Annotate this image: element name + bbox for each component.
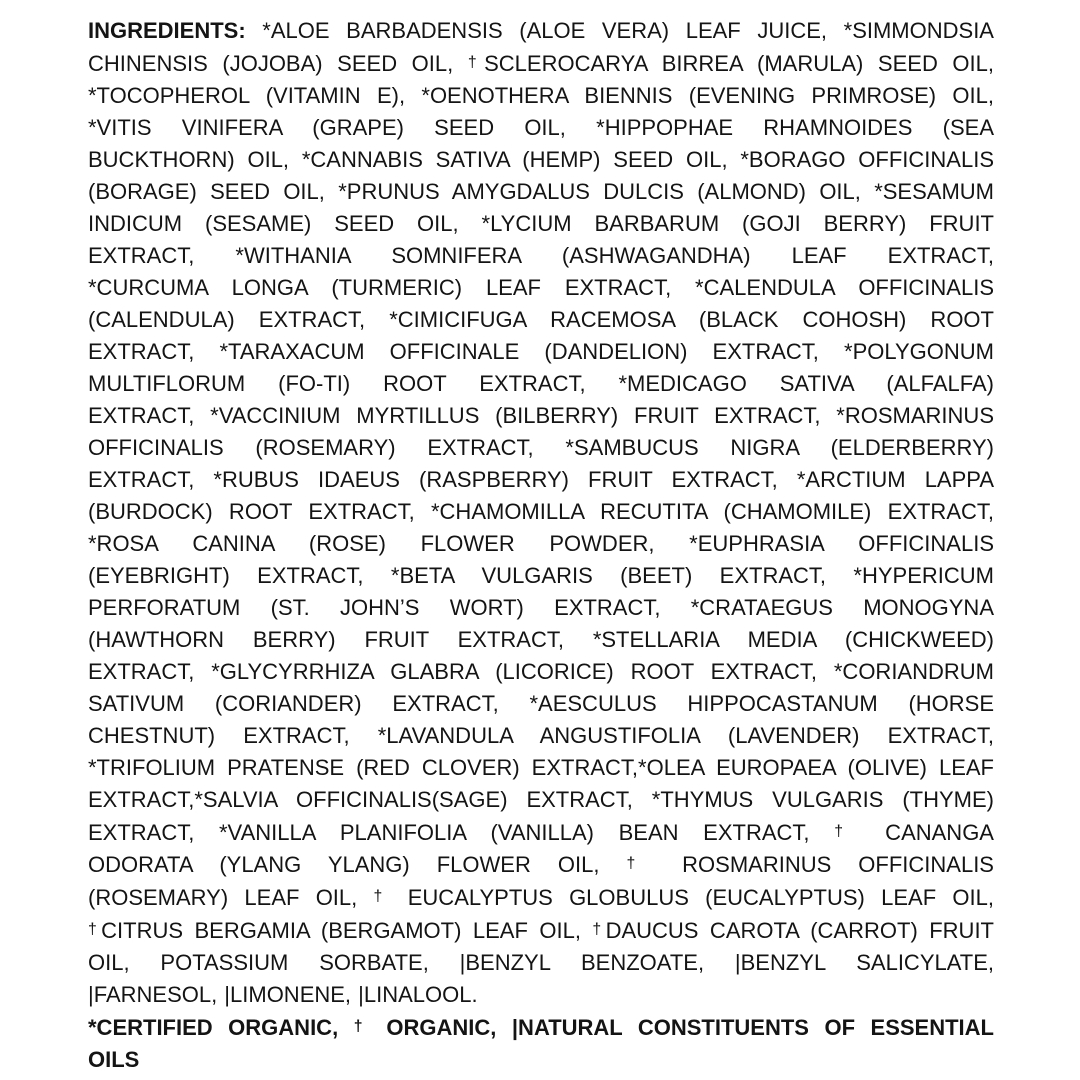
ingredients-line (88, 881, 994, 914)
ingredients-line (88, 496, 994, 528)
ingredients-line (88, 947, 994, 979)
line-text: EXTRACT, *WITHANIA SOMNIFERA (ASHWAGANDHA) LEAF EXTRACT, (88, 242, 994, 268)
line-text: INDICUM (SESAME) SEED OIL, *LYCIUM BARBARUM (GOJI BERRY) FRUIT (88, 210, 994, 236)
line-text: EXTRACT, *VACCINIUM MYRTILLUS (BILBERRY) FRUIT EXTRACT, *ROSMARINUS (88, 402, 994, 428)
ingredients-line (88, 979, 994, 1011)
dagger-organic-marker: † (88, 921, 102, 939)
dagger-organic-marker: † (373, 888, 392, 906)
line-text: EXTRACT, *TARAXACUM OFFICINALE (DANDELION) EXTRACT, *POLYGONUM (88, 338, 994, 364)
line-text: (ROSEMARY) LEAF OIL, † EUCALYPTUS GLOBULUS (EUCALYPTUS) LEAF OIL, (88, 885, 994, 911)
line-text: *TRIFOLIUM PRATENSE (RED CLOVER) EXTRACT,*OLEA EUROPAEA (OLIVE) LEAF (88, 754, 994, 780)
line-text: EXTRACT, *VANILLA PLANIFOLIA (VANILLA) BEAN EXTRACT, † CANANGA (88, 819, 994, 845)
ingredients-line (88, 80, 994, 112)
line-text: (EYEBRIGHT) EXTRACT, *BETA VULGARIS (BEET) EXTRACT, *HYPERICUM (88, 562, 994, 588)
line-text: EXTRACT, *GLYCYRRHIZA GLABRA (LICORICE) ROOT EXTRACT, *CORIANDRUM (88, 658, 994, 684)
line-text: *CERTIFIED ORGANIC, † ORGANIC, |NATURAL CONSTITUENTS OF ESSENTIAL (88, 1014, 994, 1040)
ingredients-line (88, 47, 994, 80)
dagger-organic-marker: † (834, 822, 861, 840)
line-text: *ROSA CANINA (ROSE) FLOWER POWDER, *EUPHRASIA OFFICINALIS (88, 530, 994, 556)
line-text: CHINENSIS (JOJOBA) SEED OIL, †SCLEROCARYA BIRREA (MARULA) SEED OIL, (88, 50, 994, 76)
ingredients-line (88, 688, 994, 720)
line-text: *CURCUMA LONGA (TURMERIC) LEAF EXTRACT, *CALENDULA OFFICINALIS (88, 274, 994, 300)
ingredients-line (88, 464, 994, 496)
ingredients-line (88, 560, 994, 592)
ingredients-heading: INGREDIENTS: (88, 18, 246, 43)
dagger-organic-marker: † (626, 855, 656, 873)
line-text: SATIVUM (CORIANDER) EXTRACT, *AESCULUS HIPPOCASTANUM (HORSE (88, 690, 994, 716)
ingredients-line (88, 720, 994, 752)
ingredients-line (88, 304, 994, 336)
line-text: (BURDOCK) ROOT EXTRACT, *CHAMOMILLA RECUTITA (CHAMOMILE) EXTRACT, (88, 498, 994, 524)
ingredients-line (88, 784, 994, 816)
ingredients-line (88, 336, 994, 368)
line-text: (BORAGE) SEED OIL, *PRUNUS AMYGDALUS DULCIS (ALMOND) OIL, *SESAMUM (88, 178, 994, 204)
line-text: OILS (88, 1046, 140, 1072)
footnote-line (88, 1044, 994, 1076)
line-text: MULTIFLORUM (FO-TI) ROOT EXTRACT, *MEDICAGO SATIVA (ALFALFA) (88, 370, 994, 396)
ingredients-line (88, 752, 994, 784)
line-text: *VITIS VINIFERA (GRAPE) SEED OIL, *HIPPOPHAE RHAMNOIDES (SEA (88, 114, 994, 140)
ingredients-line (88, 240, 994, 272)
ingredients-line (88, 208, 994, 240)
line-text: |FARNESOL, |LIMONENE, |LINALOOL. (88, 981, 478, 1007)
ingredients-line (88, 112, 994, 144)
ingredients-line (88, 432, 994, 464)
ingredients-line (88, 272, 994, 304)
line-text: PERFORATUM (ST. JOHN’S WORT) EXTRACT, *CRATAEGUS MONOGYNA (88, 594, 994, 620)
line-text: (HAWTHORN BERRY) FRUIT EXTRACT, *STELLARIA MEDIA (CHICKWEED) (88, 626, 994, 652)
line-text: *TOCOPHEROL (VITAMIN E), *OENOTHERA BIENNIS (EVENING PRIMROSE) OIL, (88, 82, 994, 108)
ingredients-line (88, 144, 994, 176)
line-text: BUCKTHORN) OIL, *CANNABIS SATIVA (HEMP) SEED OIL, *BORAGO OFFICINALIS (88, 146, 994, 172)
line-text: OIL, POTASSIUM SORBATE, |BENZYL BENZOATE, |BENZYL SALICYLATE, (88, 949, 994, 975)
footnote-line (88, 1011, 994, 1044)
ingredients-line (88, 624, 994, 656)
ingredients-line (88, 176, 994, 208)
dagger-organic-marker: † (467, 54, 485, 71)
line-text: OFFICINALIS (ROSEMARY) EXTRACT, *SAMBUCUS NIGRA (ELDERBERRY) (88, 434, 994, 460)
line-text: (CALENDULA) EXTRACT, *CIMICIFUGA RACEMOSA (BLACK COHOSH) ROOT (88, 306, 994, 332)
ingredients-line (88, 368, 994, 400)
ingredients-line (88, 528, 994, 560)
ingredients-text-block (88, 15, 994, 1076)
ingredients-line (88, 816, 994, 849)
line-text: EXTRACT, *RUBUS IDAEUS (RASPBERRY) FRUIT EXTRACT, *ARCTIUM LAPPA (88, 466, 994, 492)
line-text: ODORATA (YLANG YLANG) FLOWER OIL, † ROSMARINUS OFFICINALIS (88, 852, 994, 878)
ingredients-line (88, 592, 994, 624)
line-text: †CITRUS BERGAMIA (BERGAMOT) LEAF OIL, †DAUCUS CAROTA (CARROT) FRUIT (88, 917, 994, 943)
line-text: *ALOE BARBADENSIS (ALOE VERA) LEAF JUICE, *SIMMONDSIA (262, 18, 994, 43)
ingredients-line (88, 914, 994, 947)
ingredients-line (88, 849, 994, 882)
dagger-organic-marker: † (353, 1017, 371, 1035)
line-text: CHESTNUT) EXTRACT, *LAVANDULA ANGUSTIFOLIA (LAVENDER) EXTRACT, (88, 722, 994, 748)
ingredients-line (88, 400, 994, 432)
line-text: EXTRACT,*SALVIA OFFICINALIS(SAGE) EXTRACT, *THYMUS VULGARIS (THYME) (88, 786, 994, 812)
ingredients-line (88, 656, 994, 688)
dagger-organic-marker: † (592, 921, 606, 939)
ingredients-line (88, 15, 994, 47)
